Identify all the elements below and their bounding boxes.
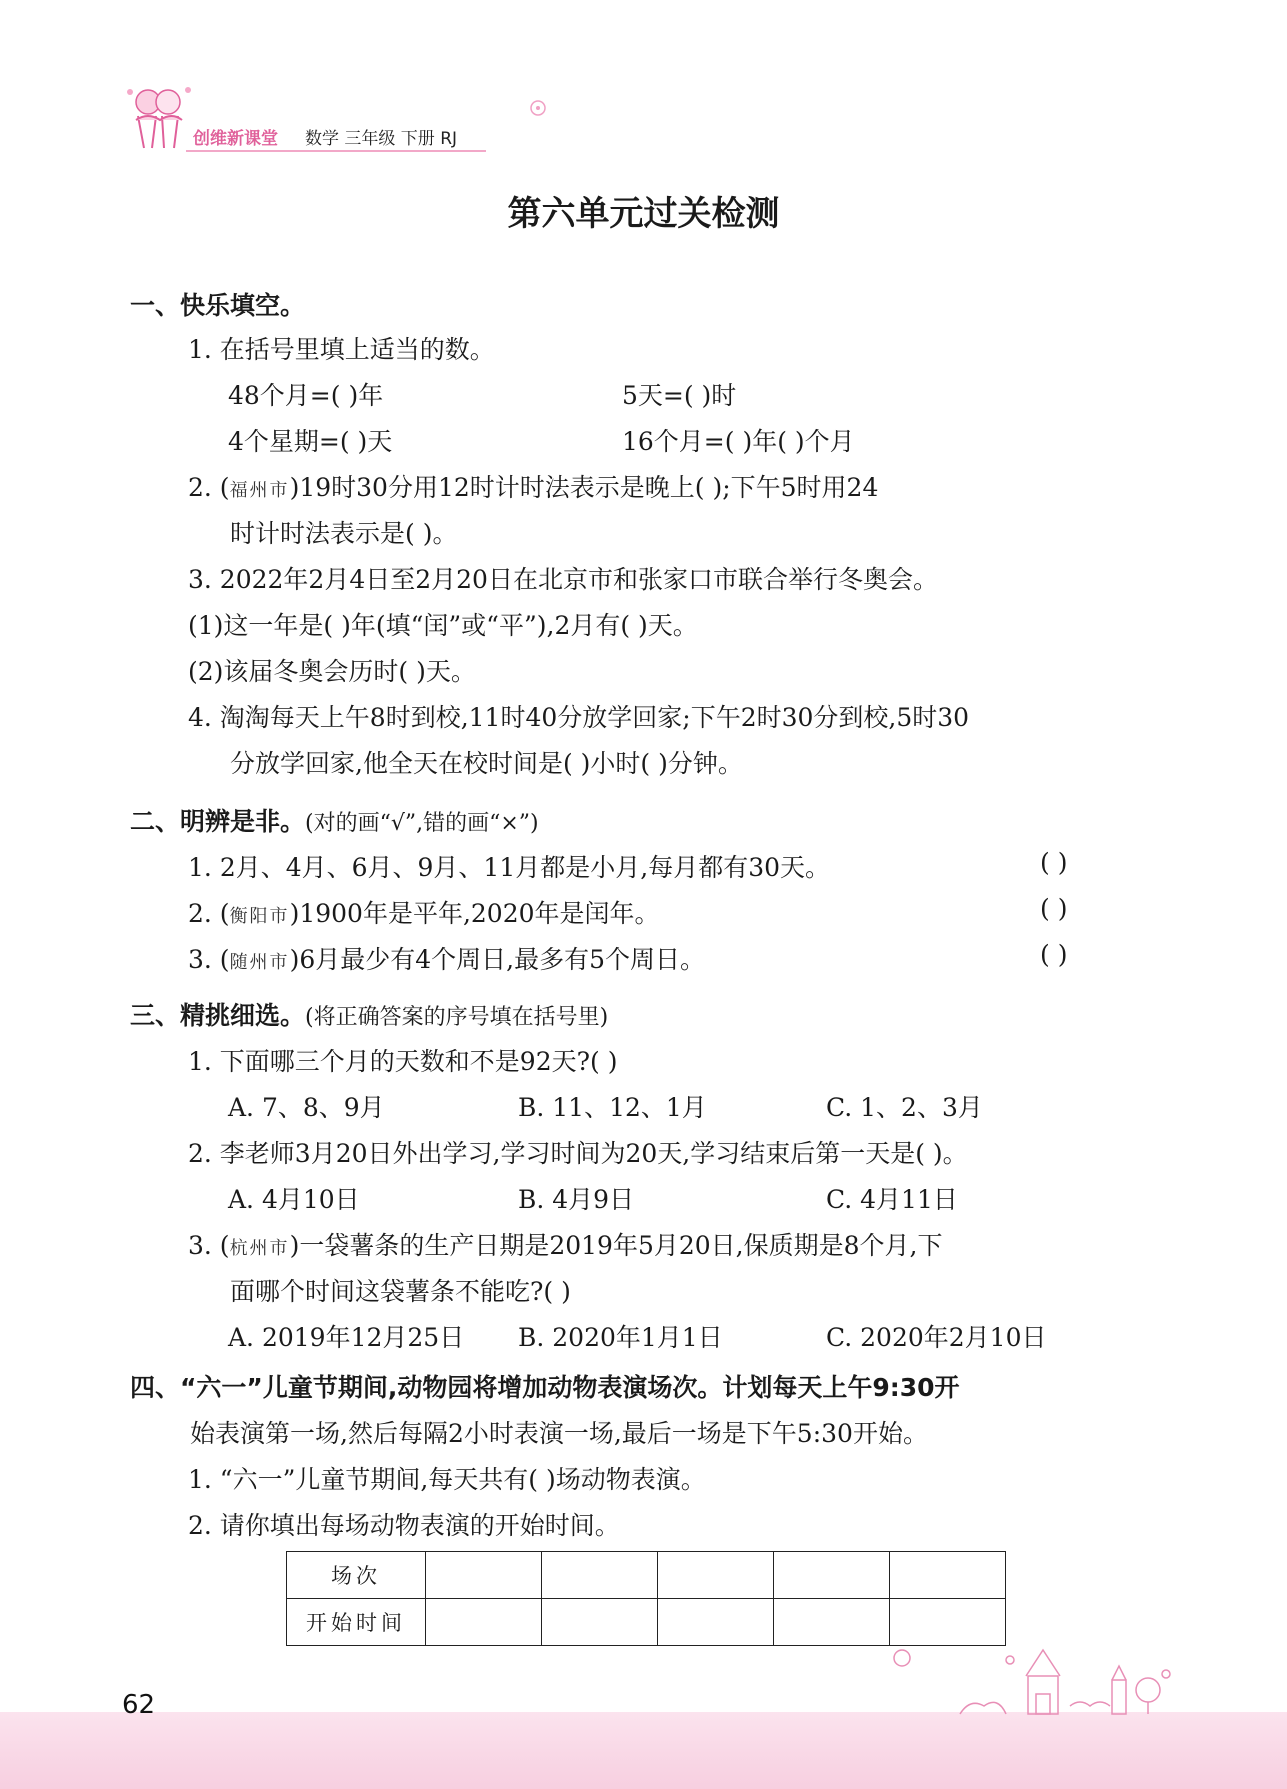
table-header-start-time: 开始时间 xyxy=(287,1599,426,1646)
s1-q2-line2: 时计时法表示是( )。 xyxy=(230,519,458,548)
s1-q1-c: 4个星期=( )天 xyxy=(228,427,393,456)
s2-item-1 xyxy=(188,848,830,884)
s3-q2-stem: 2. 李老师3月20日外出学习,学习时间为20天,学习结束后第一天是( )。 xyxy=(188,1139,968,1168)
table-cell-input[interactable] xyxy=(542,1599,658,1646)
s3-q3-num: 3. ( xyxy=(188,1231,230,1260)
s3-q3-line1 xyxy=(188,1226,942,1262)
s2-item-3-source-tag: 随州市 xyxy=(229,952,290,973)
header-book-info: 数学 三年级 下册 RJ xyxy=(305,129,458,149)
s1-q3-part1: (1)这一年是( )年(填“闰”或“平”),2月有( )天。 xyxy=(188,611,698,640)
show-schedule-table xyxy=(286,1551,1006,1646)
section-3-heading xyxy=(130,996,608,1032)
s1-q1-stem: 1. 在括号里填上适当的数。 xyxy=(188,335,495,364)
s2-item-3-num: 3. ( xyxy=(188,945,230,974)
s3-q1-option-b[interactable]: B. 11、12、1月 xyxy=(518,1093,707,1122)
s1-q4-line2: 分放学回家,他全天在校时间是( )小时( )分钟。 xyxy=(230,749,743,778)
s2-item-2-num: 2. ( xyxy=(188,899,230,928)
s1-q2-num: 2. ( xyxy=(188,473,230,502)
s2-item-3-answer-paren[interactable]: ( ) xyxy=(1040,940,1068,969)
s3-q1-option-a[interactable]: A. 7、8、9月 xyxy=(228,1093,385,1122)
table-cell-input[interactable] xyxy=(658,1552,774,1599)
s4-q1: 1. “六一”儿童节期间,每天共有( )场动物表演。 xyxy=(188,1465,706,1494)
table-cell-input[interactable] xyxy=(890,1552,1006,1599)
s3-q3-text: )一袋薯条的生产日期是2019年5月20日,保质期是8个月,下 xyxy=(289,1231,943,1260)
table-row xyxy=(287,1552,1006,1599)
s3-q2-option-a[interactable]: A. 4月10日 xyxy=(228,1185,360,1214)
s3-q2-option-c[interactable]: C. 4月11日 xyxy=(826,1185,958,1214)
table-cell-input[interactable] xyxy=(774,1552,890,1599)
table-cell-input[interactable] xyxy=(774,1599,890,1646)
s4-q2: 2. 请你填出每场动物表演的开始时间。 xyxy=(188,1511,620,1540)
s3-q1-stem: 1. 下面哪三个月的天数和不是92天?( ) xyxy=(188,1047,618,1076)
s2-item-2 xyxy=(188,894,660,930)
header-logo-illustration xyxy=(120,82,198,154)
s2-item-2-answer-paren[interactable]: ( ) xyxy=(1040,894,1068,923)
s1-q2-text: )19时30分用12时计时法表示是晚上( );下午5时用24 xyxy=(289,473,879,502)
section-4-heading: 四、“六一”儿童节期间,动物园将增加动物表演场次。计划每天上午9:30开 xyxy=(130,1373,960,1402)
s2-item-2-text: )1900年是平年,2020年是闰年。 xyxy=(289,899,660,928)
header-brand: 创维新课堂 xyxy=(193,129,278,149)
s3-q2-option-b[interactable]: B. 4月9日 xyxy=(518,1185,635,1214)
s2-item-1-answer-paren[interactable]: ( ) xyxy=(1040,848,1068,877)
flower-icon xyxy=(528,98,548,118)
s3-q1-option-c[interactable]: C. 1、2、3月 xyxy=(826,1093,983,1122)
s3-q3-option-c[interactable]: C. 2020年2月10日 xyxy=(826,1323,1047,1352)
s1-q1-a: 48个月=( )年 xyxy=(228,381,384,410)
footer-band xyxy=(0,1712,1287,1789)
s1-q2-source-tag: 福州市 xyxy=(229,480,290,501)
s3-q3-option-a[interactable]: A. 2019年12月25日 xyxy=(228,1323,465,1352)
s2-item-2-source-tag: 衡阳市 xyxy=(229,906,290,927)
table-cell-input[interactable] xyxy=(426,1599,542,1646)
s2-item-1-num: 1. xyxy=(188,853,220,882)
section-3-hint: (将正确答案的序号填在括号里) xyxy=(305,1005,609,1030)
s1-q2-line1 xyxy=(188,468,878,504)
table-cell-input[interactable] xyxy=(542,1552,658,1599)
header-underline xyxy=(186,150,486,152)
s1-q1-b: 5天=( )时 xyxy=(622,381,737,410)
s2-item-3 xyxy=(188,940,705,976)
s1-q1-d: 16个月=( )年( )个月 xyxy=(622,427,855,456)
s2-item-1-text: 2月、4月、6月、9月、11月都是小月,每月都有30天。 xyxy=(219,853,831,882)
s2-item-3-text: )6月最少有4个周日,最多有5个周日。 xyxy=(289,945,705,974)
s1-q3-part2: (2)该届冬奥会历时( )天。 xyxy=(188,657,476,686)
page-title: 第六单元过关检测 xyxy=(507,194,780,234)
section-2-title: 二、明辨是非。 xyxy=(130,807,306,836)
s3-q3-line2: 面哪个时间这袋薯条不能吃?( ) xyxy=(230,1277,571,1306)
s3-q3-option-b[interactable]: B. 2020年1月1日 xyxy=(518,1323,723,1352)
castle-decoration-icon xyxy=(880,1636,1180,1716)
s3-q3-source-tag: 杭州市 xyxy=(229,1238,290,1259)
page-number: 62 xyxy=(122,1690,156,1720)
section-2-hint: (对的画“√”,错的画“×”) xyxy=(305,811,539,836)
section-1-heading: 一、快乐填空。 xyxy=(130,291,306,320)
section-3-title: 三、精挑细选。 xyxy=(130,1001,306,1030)
table-cell-input[interactable] xyxy=(426,1552,542,1599)
s1-q4-line1: 4. 淘淘每天上午8时到校,11时40分放学回家;下午2时30分到校,5时30 xyxy=(188,703,970,732)
section-4-line2: 始表演第一场,然后每隔2小时表演一场,最后一场是下午5:30开始。 xyxy=(190,1419,928,1448)
table-cell-input[interactable] xyxy=(658,1599,774,1646)
table-header-round: 场次 xyxy=(287,1552,426,1599)
s1-q3-stem: 3. 2022年2月4日至2月20日在北京市和张家口市联合举行冬奥会。 xyxy=(188,565,938,594)
section-2-heading xyxy=(130,802,539,838)
